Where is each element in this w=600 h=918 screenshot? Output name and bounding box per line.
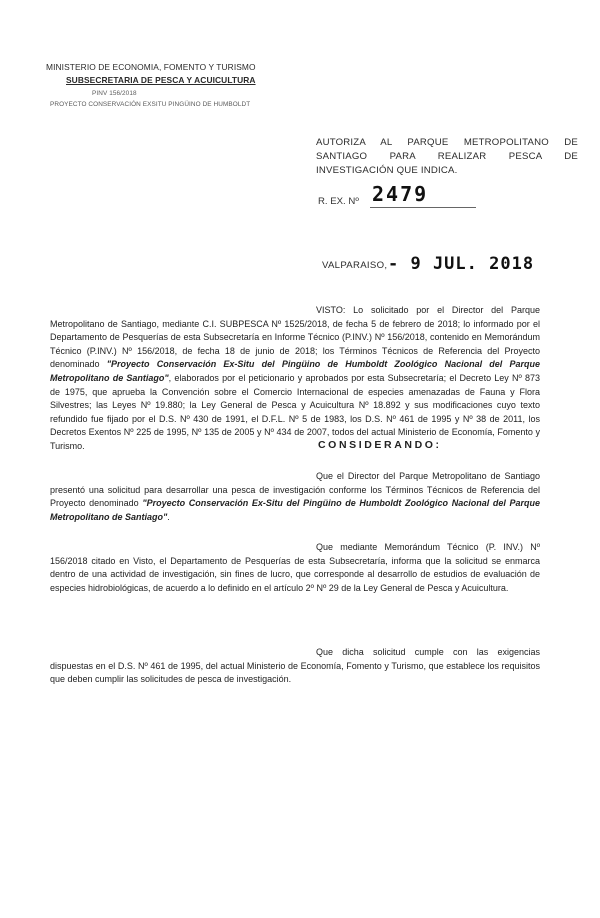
visto-text-2: , elaborados por el peticionario y aprobados por esta Subsecretaría; el Decreto Ley Nº 873 de 1975, que aprueba la Convención sobre el Comercio Internacional de especies amenazadas de Fauna y Flora Silvestres; las Leyes Nº 19.880; la Ley General de Pesca y Acuicultura Nº 18.892 y sus modificaciones cuyo texto refundido fue fijado por el D.S. Nº 430 de 1991, el D.F.L. Nº 5 de 1983, los D.S. Nº 461 de 1995 y Nº 38 de 2011, los Decretos Exentos Nº 225 de 1995, Nº 135 de 2005 y Nº 434 de 2007, todos del actual Ministerio de Economía, Fomento y Turismo. [50,372,540,451]
considerando-heading: CONSIDERANDO: [318,439,442,451]
consid-1-text: Que el Director del Parque Metropolitano de Santiago presentó una solicitud para desarrollar una pesca de investigación conforme los Términos Técnicos de Referencia del Proyecto denominado [50,471,540,509]
resolution-label: R. EX. Nº [318,196,359,207]
consid-1-project-name: "Proyecto Conservación Ex-Situ del Pingüino de Humboldt Zoológico Nacional del Parque Metropolitano de Santiago" [50,498,540,522]
visto-project-name: "Proyecto Conservación Ex-Situ del Pingüino de Humboldt Zoológico Nacional del Parque Metropolitano de Santiago" [50,359,540,383]
resolution-underline [370,207,476,208]
ministry-name: MINISTERIO DE ECONOMIA, FOMENTO Y TURISMO [46,62,256,72]
subsecretaria-name: SUBSECRETARIA DE PESCA Y ACUICULTURA [66,75,256,85]
place-label: VALPARAISO, [322,260,388,271]
resolution-number: 2479 [372,182,429,206]
reference-line: PINV 156/2018 [92,90,137,97]
resolution-date-stamp: - 9 JUL. 2018 [388,254,535,274]
project-reference-line: PROYECTO CONSERVACIÓN EXSITU PINGÜINO DE HUMBOLDT [50,101,251,108]
visto-text-1: Lo solicitado por el Director del Parque Metropolitano de Santiago, mediante C.I. SUBPESCA Nº 1525/2018, de fecha 5 de febrero de 2018; lo informado por el Departamento de Pesquerías de esta Subsecretaría en Informe Técnico (P.INV.) Nº 156/2018, contenido en Memorándum Técnico (P.INV.) Nº 156/2018, de fecha 18 de junio de 2018; los Términos Técnicos de Referencia del Proyecto denominado [50,305,540,370]
consid-1-end: . [167,511,170,522]
considerando-paragraph-2: Que mediante Memorándum Técnico (P. INV.) Nº 156/2018 citado en Visto, el Departamento de Pesquerías de esta Subsecretaría, informa que la solicitud se enmarca dentro de una actividad de investigación, sin fines de lucro, que corresponde al desarrollo de estudios de evaluación de especies hidrobiológicas, de acuerdo a lo definido en el artículo 2º Nº 29 de la Ley General de Pesca y Acuicultura. [50,542,540,593]
considerando-paragraph-3: Que dicha solicitud cumple con las exigencias dispuestas en el D.S. Nº 461 de 1995, del actual Ministerio de Economía, Fomento y Turismo, que establece los requisitos que deben cumplir las solicitudes de pesca de investigación. [50,647,540,685]
visto-paragraph [50,304,540,454]
document-title: AUTORIZA AL PARQUE METROPOLITANO DE SANTIAGO PARA REALIZAR PESCA DE INVESTIGACIÓN QUE INDICA. [316,137,578,176]
visto-heading: VISTO: [316,305,346,315]
considerando-paragraph-1 [50,470,540,524]
